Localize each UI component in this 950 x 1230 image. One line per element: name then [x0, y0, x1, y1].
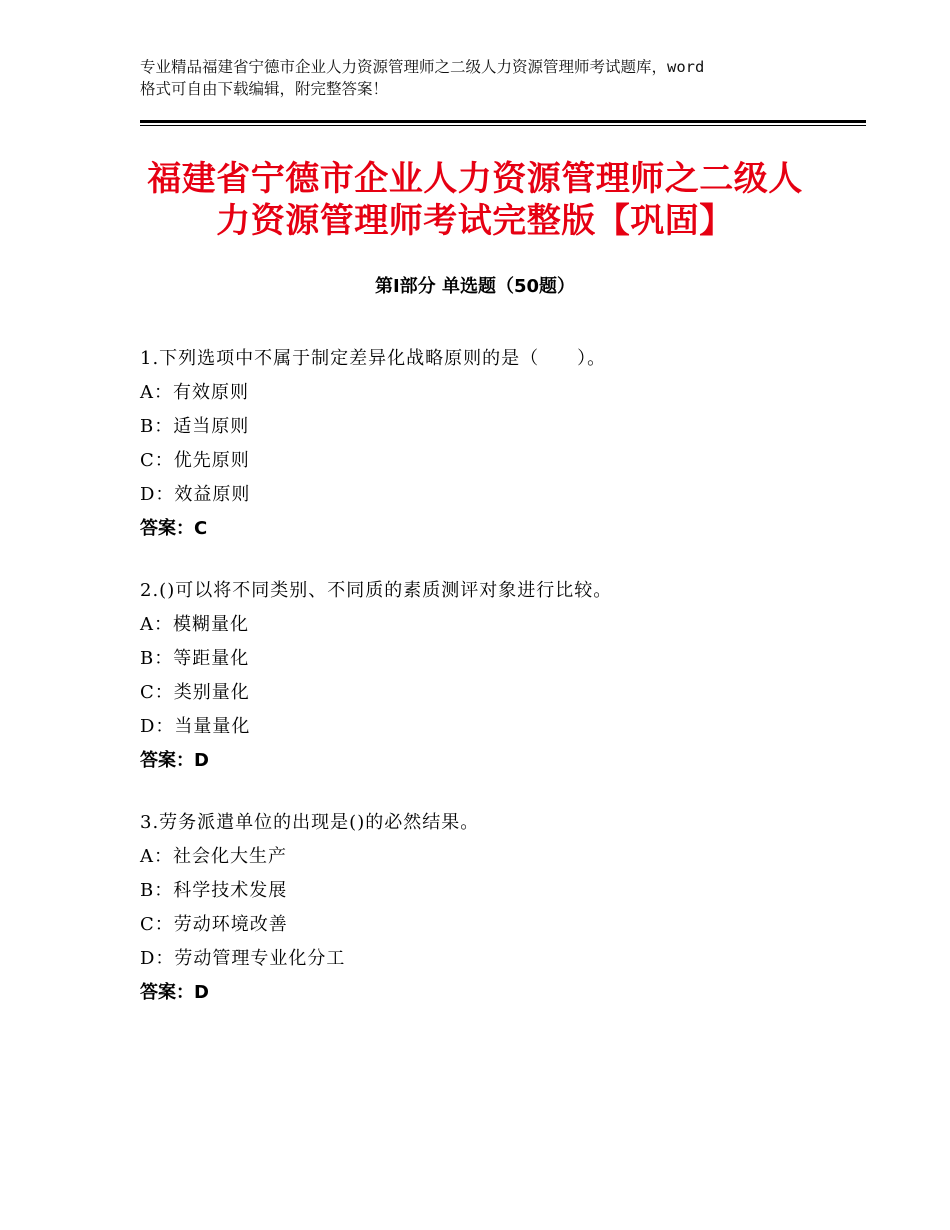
header-rule-thin	[140, 125, 866, 126]
header-note	[140, 56, 830, 100]
header-note-line-1: 专业精品福建省宁德市企业人力资源管理师之二级人力资源管理师考试题库，word	[140, 58, 705, 76]
option-b: B：科学技术发展	[140, 880, 288, 901]
answer-label: 答案：D	[140, 982, 209, 1003]
option-b: B：等距量化	[140, 648, 250, 669]
option-c: C：优先原则	[140, 450, 250, 471]
option-d: D：劳动管理专业化分工	[140, 948, 346, 969]
question-list	[140, 342, 860, 1038]
section-title: 第Ⅰ部分 单选题（50题）	[374, 276, 575, 297]
question-1	[140, 342, 860, 546]
answer-label: 答案：C	[140, 518, 208, 539]
question-2	[140, 574, 860, 778]
option-c: C：类别量化	[140, 682, 250, 703]
option-a: A：模糊量化	[140, 614, 249, 635]
document-title	[100, 158, 850, 242]
option-a: A：社会化大生产	[140, 846, 287, 867]
option-d: D：当量量化	[140, 716, 251, 737]
option-a: A：有效原则	[140, 382, 249, 403]
option-d: D：效益原则	[140, 484, 251, 505]
question-stem: 2.()可以将不同类别、不同质的素质测评对象进行比较。	[140, 580, 613, 601]
document-title-line-2: 力资源管理师考试完整版【巩固】	[216, 201, 734, 241]
question-stem: 1.下列选项中不属于制定差异化战略原则的是（ ）。	[140, 348, 607, 369]
question-3	[140, 806, 860, 1010]
question-stem: 3.劳务派遣单位的出现是()的必然结果。	[140, 812, 480, 833]
option-c: C：劳动环境改善	[140, 914, 288, 935]
document-title-line-1: 福建省宁德市企业人力资源管理师之二级人	[147, 159, 803, 199]
option-b: B：适当原则	[140, 416, 250, 437]
header-note-line-2: 格式可自由下载编辑，附完整答案！	[140, 80, 389, 98]
header-rule	[140, 120, 866, 123]
answer-label: 答案：D	[140, 750, 209, 771]
